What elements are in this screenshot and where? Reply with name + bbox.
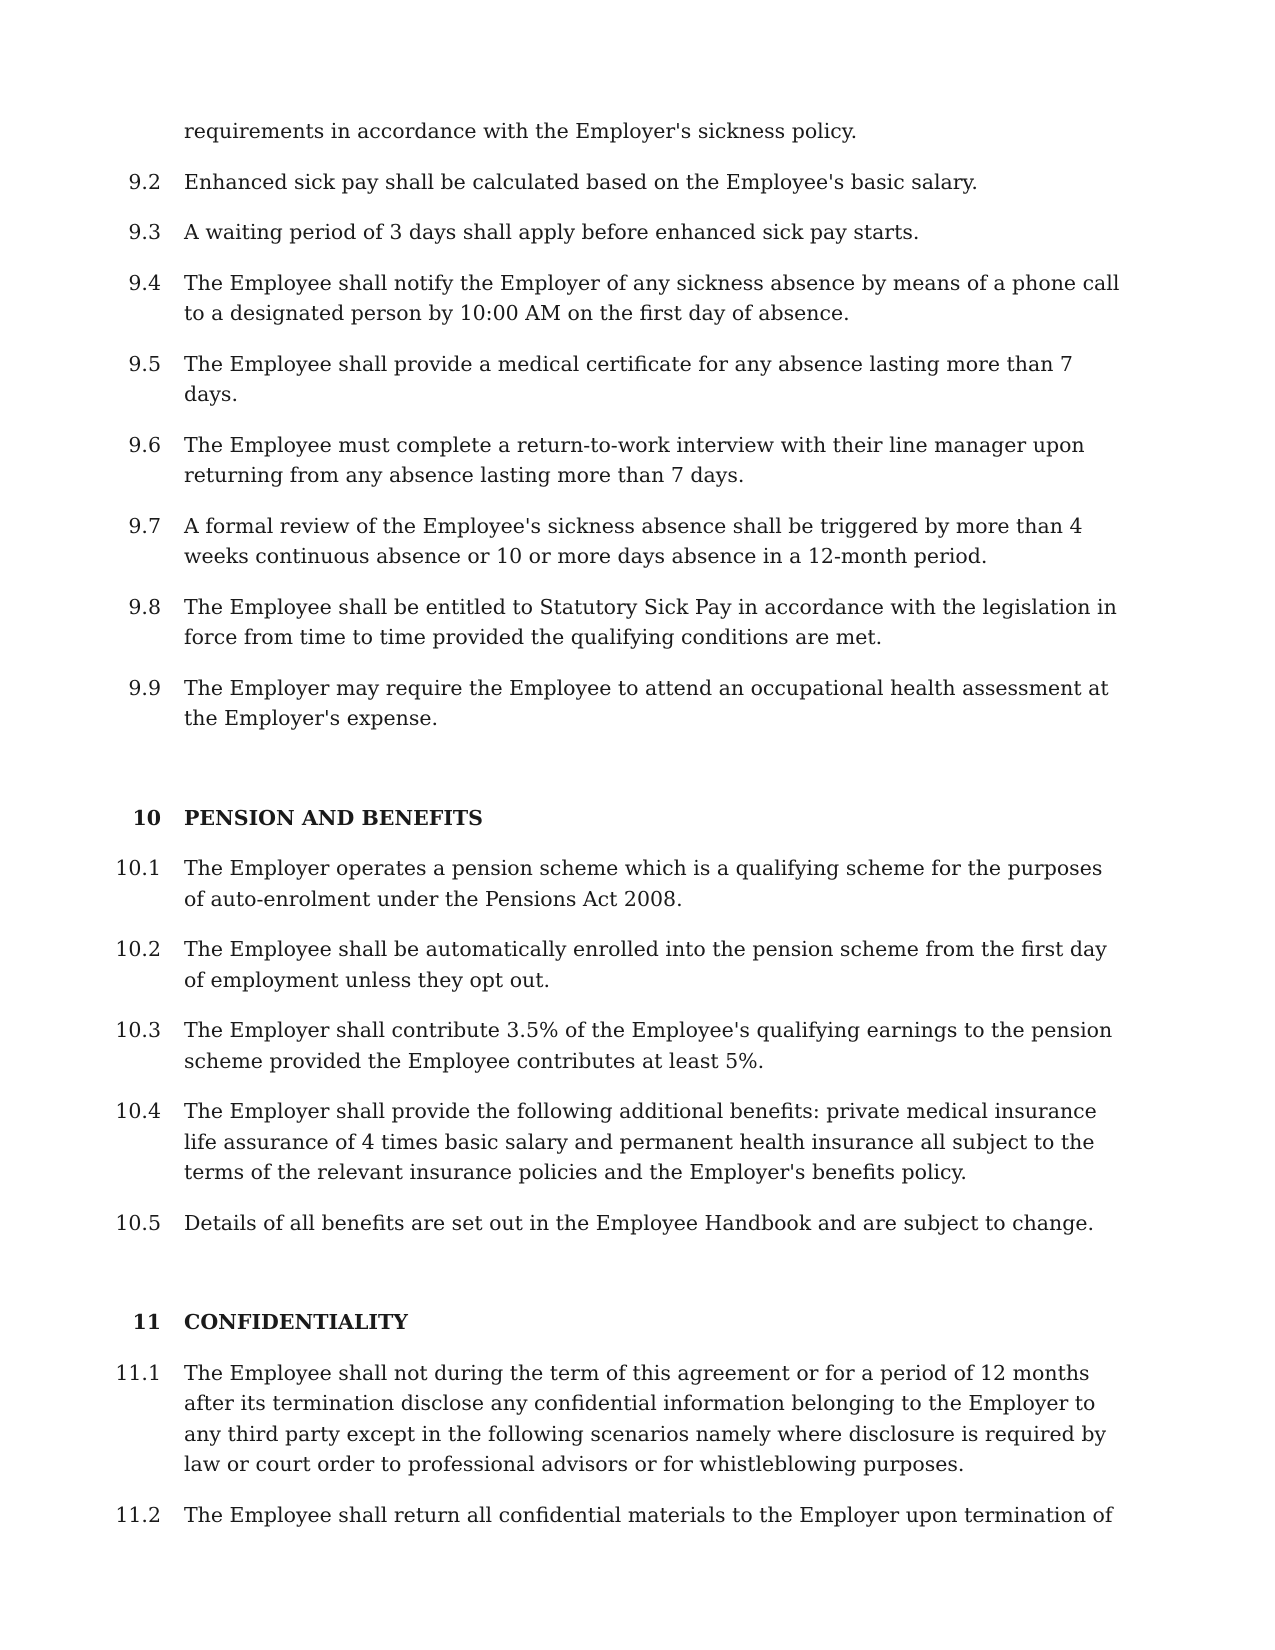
clause-number: 11.2 [115, 1502, 161, 1527]
clause-number: 9.4 [128, 270, 161, 295]
clause-text: The Employer shall contribute 3.5% of the Employee's qualifying earnings to the pension scheme provided the Employee contributes at least 5%. [184, 1018, 1113, 1073]
clause-text: The Employee shall not during the term of this agreement or for a period of 12 months after its termination disclose any confidential information belonging to the Employer to any third party except in the following scenarios namely where disclosure is required by law or court order to professional advisors or for whistleblowing purposes. [184, 1360, 1107, 1476]
clause-10-1 [0, 853, 1275, 914]
clause-number: 11.1 [115, 1360, 161, 1385]
clause-number: 9.8 [128, 594, 161, 619]
clause-text: The Employer shall provide the following additional benefits: private medical insurance life assurance of 4 times basic salary and permanent health insurance all subject to the terms of the relevant insurance policies and the Employer's benefits policy. [184, 1099, 1097, 1184]
section-title: CONFIDENTIALITY [184, 1310, 408, 1334]
section-heading-confidentiality [0, 1307, 1275, 1338]
clause-number: 10.2 [115, 937, 161, 961]
clause-text: A formal review of the Employee's sickness absence shall be triggered by more than 4 weeks continuous absence or 10 or more days absence in a 12-month period. [184, 513, 1083, 568]
clause-text: Enhanced sick pay shall be calculated based on the Employee's basic salary. [184, 169, 978, 194]
clause-number: 9.9 [128, 675, 161, 700]
clause-number: 9.7 [128, 513, 161, 538]
clause-9-6 [0, 430, 1275, 491]
clause-text: Details of all benefits are set out in the Employee Handbook and are subject to change. [184, 1210, 1094, 1235]
clause-number: 10.1 [115, 856, 161, 880]
clause-9-9 [0, 673, 1275, 734]
clause-9-8 [0, 592, 1275, 653]
section-heading-pension [0, 803, 1275, 834]
section-title: PENSION AND BENEFITS [184, 805, 483, 830]
clause-9-2 [0, 167, 1275, 198]
clause-text: requirements in accordance with the Employer's sickness policy. [184, 119, 858, 143]
section-number: 10 [132, 805, 161, 830]
clause-number: 9.3 [128, 220, 161, 244]
clause-9-7 [0, 511, 1275, 572]
clause-text: A waiting period of 3 days shall apply before enhanced sick pay starts. [184, 220, 920, 244]
clause-text: The Employee shall return all confidential materials to the Employer upon termination of [184, 1502, 1113, 1527]
clause-text: The Employee shall be entitled to Statutory Sick Pay in accordance with the legislation in force from time to time provided the qualifying conditions are met. [184, 594, 1117, 649]
clause-10-4 [0, 1096, 1275, 1188]
clause-10-3 [0, 1015, 1275, 1076]
clause-number: 9.2 [128, 169, 161, 194]
document-body [0, 116, 1275, 1530]
clause-text: The Employer may require the Employee to attend an occupational health assessment at the Employer's expense. [184, 675, 1109, 730]
clause-text: The Employee shall provide a medical certificate for any absence lasting more than 7 days. [184, 351, 1073, 406]
clause-number: 10.4 [115, 1099, 161, 1123]
clause-number: 9.5 [128, 351, 161, 376]
clause-text: The Employee must complete a return-to-work interview with their line manager upon returning from any absence lasting more than 7 days. [184, 432, 1085, 487]
clause-11-1 [0, 1358, 1275, 1480]
clause-10-5 [0, 1208, 1275, 1239]
clause-text: The Employee shall notify the Employer of any sickness absence by means of a phone call to a designated person by 10:00 AM on the first day of absence. [184, 270, 1120, 325]
clause-9-1-continuation [0, 116, 1275, 147]
clause-text: The Employee shall be automatically enrolled into the pension scheme from the first day of employment unless they opt out. [184, 937, 1107, 992]
clause-9-5 [0, 349, 1275, 410]
section-number: 11 [132, 1310, 161, 1334]
clause-number: 9.6 [128, 432, 161, 457]
clause-number: 10.5 [115, 1210, 161, 1235]
clause-11-2 [0, 1500, 1275, 1531]
clause-number: 10.3 [115, 1018, 161, 1042]
clause-9-4 [0, 268, 1275, 329]
clause-text: The Employer operates a pension scheme which is a qualifying scheme for the purposes of auto-enrolment under the Pensions Act 2008. [184, 856, 1103, 911]
clause-9-3 [0, 217, 1275, 248]
clause-10-2 [0, 934, 1275, 995]
